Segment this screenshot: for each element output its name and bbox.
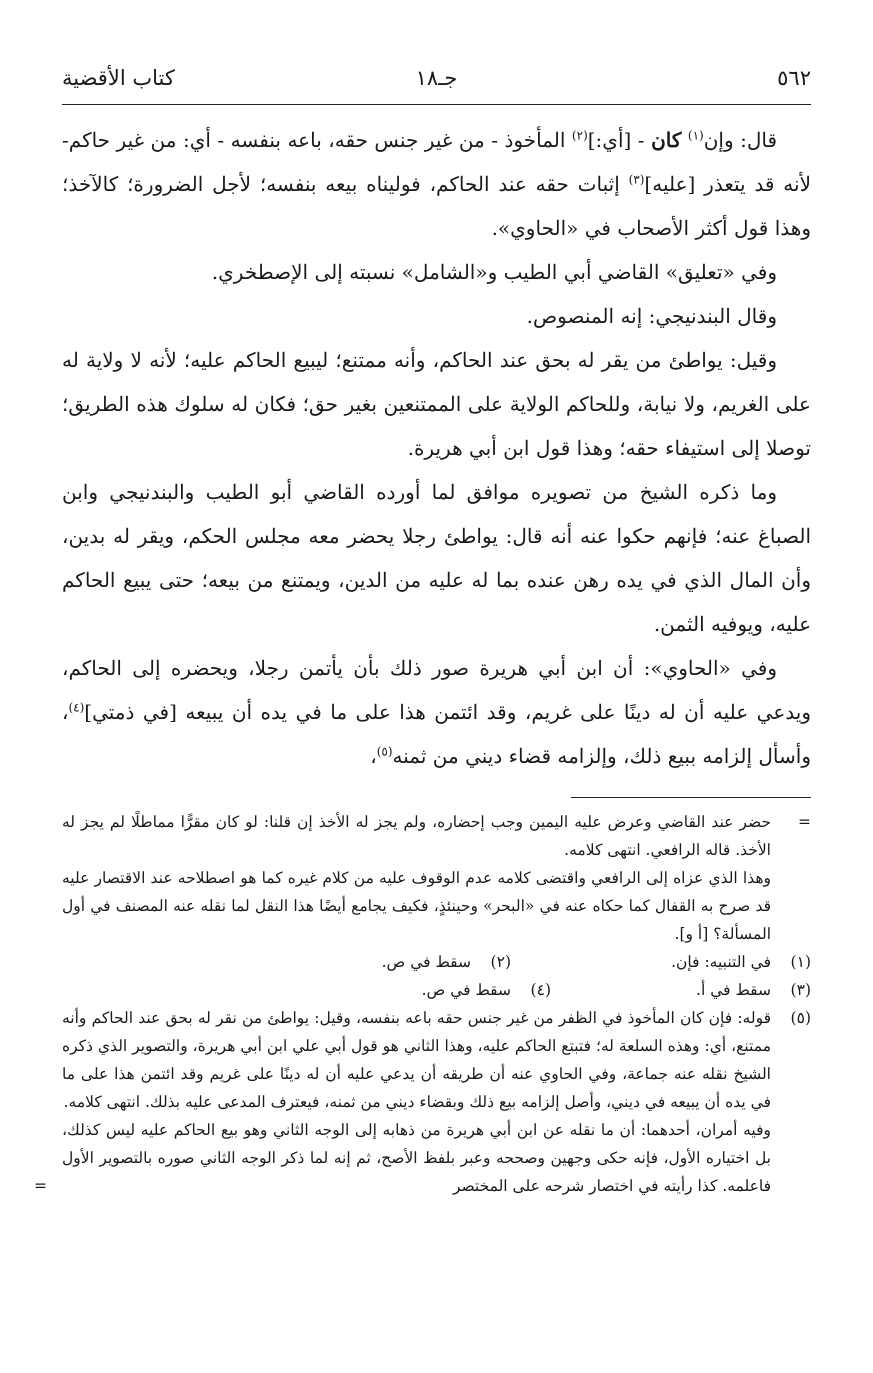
footnote-divider — [571, 797, 811, 798]
footnote-text: في التنبيه: فإن. — [671, 953, 771, 971]
continuation-mark: = — [798, 813, 811, 831]
text-run: وفي «الحاوي»: أن ابن أبي هريرة صور ذلك بأن يأتمن رجلا، ويحضره إلى الحاكم، ويدعي عليه أن له دينًا على غريم، وقد ائتمن هذا على ما في يده أن يبيعه [في ذمتي] — [62, 656, 811, 724]
footnote-text: سقط في ص. — [381, 953, 471, 971]
footnote-body — [62, 808, 771, 948]
text-run: - [أي:] — [587, 128, 652, 152]
paragraph-5: وما ذكره الشيخ من تصويره موافق لما أورده القاضي أبو الطيب والبندنيجي وابن الصباغ عنه؛ فإنهم حكوا عنه أنه قال: يواطئ رجلا يحضر معه مجلس الحكم، ويقر له بدين، وأن المال الذي في يده رهن عنده بما له عليه من الدين، ويمتنع من بيعه؛ حتى يبيع الحاكم عليه، ويوفيه الثمن. — [62, 480, 811, 636]
page-number: ٥٦٢ — [777, 66, 811, 90]
continuation-line-2: وهذا الذي عزاه إلى الرافعي واقتضى كلامه عدم الوقوف عليه من كلام غيره كما هو اصطلاحه عند الاقتصار عليه قد صرح به القفال كما حكاه عنه في «البحر» وحينئذٍ، فكيف يجامع أيضًا هذا النقل لما نقله عنه المصنف في أول المسألة؟ [أ و]. — [62, 869, 771, 943]
footnote-4 — [291, 976, 551, 1004]
paragraph-2: وفي «تعليق» القاضي أبي الطيب و«الشامل» نسبته إلى الإصطخري. — [211, 260, 777, 284]
text-run: المأخوذ - من غير جنس حقه، باعه بنفسه - أي: من غير حاكم- لأنه قد يتعذر [عليه] — [62, 128, 811, 196]
paragraph-1 — [62, 118, 811, 250]
book-title: كتاب الأقضية — [62, 66, 175, 90]
volume-label: جـ١٨ — [415, 66, 458, 90]
footnote-text-cont: وفيه أمران، أحدهما: أن ما نقله عن ابن أبي هريرة من ذهابه إلى الوجه الثاني وهو بيع الحاكم عليه ليس كذلك، بل اختياره الأول، فإنه حكى وجهين وصححه وعبر بلفظ الأصح، ثم إنه لما ذكر الوجه الثاني صوره بالتصوير الأول فاعلمه. كذا رأيته في اختصار شرحه على المختصر — [62, 1121, 771, 1195]
footnote-ref-1: (١) — [687, 128, 704, 143]
emphasis-word: كان — [651, 128, 682, 152]
footnote-text: سقط في ص. — [421, 981, 511, 999]
header-divider — [62, 104, 811, 105]
footnote-number: (٥) — [790, 1009, 811, 1027]
main-text — [62, 118, 811, 778]
footnote-ref-3: (٣) — [628, 172, 645, 187]
continuation-line-1: حضر عند القاضي وعرض عليه اليمين وجب إحضاره، ولم يجز له الأخذ إن قلنا: لو كان مقرًّا مماطلًا لم يجز له الأخذ. قاله الرافعي. انتهى كلامه. — [62, 813, 771, 859]
footnote-5 — [34, 1004, 811, 1200]
footnote-number: (١) — [790, 953, 811, 971]
footnote-3 — [551, 976, 811, 1004]
paragraph-3: وقال البندنيجي: إنه المنصوص. — [526, 304, 777, 328]
footnotes — [34, 808, 811, 1200]
page-header — [62, 62, 811, 100]
footnote-ref-4: (٤) — [68, 700, 85, 715]
continuation-mark: = — [34, 1177, 47, 1195]
text-run: ، وأسأل إلزامه ببيع ذلك، وإلزامه قضاء ديني من ثمنه — [62, 700, 811, 768]
footnote-number: (٢) — [490, 953, 511, 971]
paragraph-4: وقيل: يواطئ من يقر له بحق عند الحاكم، وأنه ممتنع؛ ليبيع الحاكم عليه؛ لأنه لا ولاية له على الغريم، ولا نيابة، وللحاكم الولاية على الممتنعين بغير حق؛ فكان له سلوك هذه الطريق؛ توصلا إلى استيفاء حقه؛ وهذا قول ابن أبي هريرة. — [62, 348, 811, 460]
footnote-number: (٤) — [530, 981, 551, 999]
footnote-ref-2: (٢) — [571, 128, 588, 143]
paragraph-6 — [62, 646, 811, 778]
footnote-2 — [382, 948, 511, 976]
footnote-text: سقط في أ. — [696, 981, 771, 999]
footnote-ref-5: (٥) — [376, 744, 393, 759]
footnote-continuation — [62, 808, 811, 948]
text-run: إثبات حقه عند الحاكم، فوليناه بيعه بنفسه؛ لأجل الضرورة؛ كالآخذ؛ وهذا قول أكثر الأصحاب في «الحاوي». — [62, 172, 811, 240]
text-run: قال: وإن — [703, 128, 778, 152]
footnote-body — [62, 1004, 771, 1200]
footnote-text: قوله: فإن كان المأخوذ في الظفر من غير جنس حقه باعه بنفسه، وقيل: يواطئ من نقر له بحق عند الحاكم وأنه ممتنع، أي: وهذه السلعة له؛ فتبتع الحاكم عليه، وهذا الثاني هو قول أبي علي ابن أبي هريرة، والتصوير الذي ذكره الشيخ نقله عنه جماعة، وفي الحاوي عنه أن طريقه أن يدعي عليه أن له دينًا على غريم وقد ائتمن هذا على ما في يده أن يبيعه في ديني، وأصل إلزامه بيع ذلك وبقضاء ديني من ثمنه، فيعترف المدعى عليه بذلك. انتهى كلامه. — [62, 1009, 771, 1111]
footnote-pair — [62, 976, 811, 1004]
footnote-number: (٣) — [790, 981, 811, 999]
text-run: ، — [370, 744, 377, 768]
